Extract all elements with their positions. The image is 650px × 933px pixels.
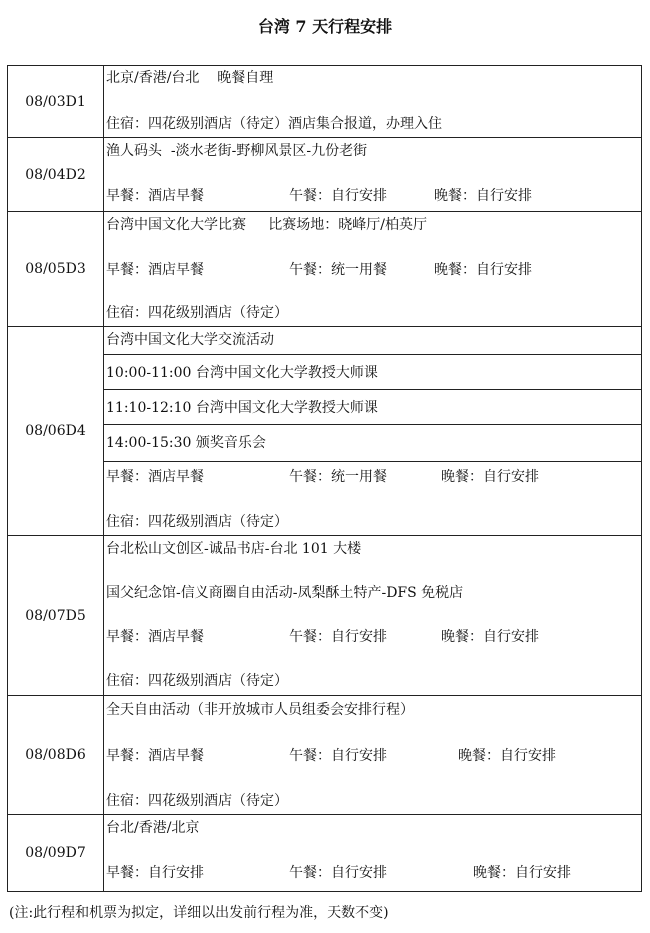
day-code: D1 <box>65 93 86 110</box>
day-row-d6 <box>8 695 641 814</box>
day-row-d2 <box>8 137 641 211</box>
dinner: 晚餐：自行安排 <box>434 262 532 278</box>
date-cell <box>8 696 104 814</box>
date: 08/09 <box>25 845 66 861</box>
lodging-line: 住宿：四花级别酒店（待定） <box>106 514 288 530</box>
lunch: 午餐：自行安排 <box>289 865 387 881</box>
breakfast: 早餐：酒店早餐 <box>106 748 204 764</box>
lunch: 午餐：自行安排 <box>289 629 387 645</box>
date-cell <box>8 138 104 211</box>
route-line: 台北/香港/北京 <box>106 820 200 836</box>
breakfast: 早餐：酒店早餐 <box>106 629 204 645</box>
date: 08/04 <box>25 166 66 183</box>
route-line: 全天自由活动（非开放城市人员组委会安排行程） <box>106 702 414 718</box>
date-cell <box>8 815 104 891</box>
lunch: 午餐：统一用餐 <box>289 469 387 485</box>
route-line: 台湾中国文化大学比赛 比赛场地：晓峰厅/柏英厅 <box>106 217 427 233</box>
itinerary-table <box>7 65 642 892</box>
row-divider <box>103 424 641 425</box>
page-title: 台湾 7 天行程安排 <box>257 17 393 36</box>
lunch: 午餐：统一用餐 <box>289 262 387 278</box>
day-row-d1 <box>8 66 641 137</box>
row-divider <box>103 389 641 390</box>
date-cell <box>8 327 104 535</box>
day-code: D3 <box>65 261 86 277</box>
dinner: 晚餐：自行安排 <box>473 865 571 881</box>
row-divider <box>103 461 641 462</box>
day-code: D5 <box>65 607 86 624</box>
breakfast: 早餐：酒店早餐 <box>106 188 204 204</box>
day-code: D7 <box>65 845 86 861</box>
breakfast: 早餐：自行安排 <box>106 865 204 881</box>
date: 08/05 <box>25 261 66 277</box>
day-row-d5 <box>8 535 641 695</box>
date-cell <box>8 212 104 326</box>
footnote: (注:此行程和机票为拟定，详细以出发前行程为准，天数不变) <box>9 905 389 921</box>
day-code: D6 <box>65 747 86 763</box>
day-row-d4 <box>8 326 641 535</box>
lodging-line: 住宿：四花级别酒店（待定） <box>106 305 288 321</box>
dinner: 晚餐：自行安排 <box>458 748 556 764</box>
breakfast: 早餐：酒店早餐 <box>106 262 204 278</box>
route-line: 台北松山文创区-诚品书店-台北 101 大楼 <box>106 541 362 557</box>
date: 08/06 <box>25 423 66 439</box>
lunch: 午餐：自行安排 <box>289 188 387 204</box>
lodging-line: 住宿：四花级别酒店（待定） <box>106 793 288 809</box>
activity-line: 10:00-11:00 台湾中国文化大学教授大师课 <box>106 365 378 381</box>
day-row-d7 <box>8 814 641 891</box>
dinner: 晚餐：自行安排 <box>441 469 539 485</box>
row-divider <box>103 354 641 355</box>
date-cell <box>8 66 104 137</box>
lunch: 午餐：自行安排 <box>289 748 387 764</box>
lodging-line: 住宿：四花级别酒店（待定）酒店集合报道，办理入住 <box>106 116 442 132</box>
activity-line: 11:10-12:10 台湾中国文化大学教授大师课 <box>106 400 378 416</box>
dinner: 晚餐：自行安排 <box>441 629 539 645</box>
breakfast: 早餐：酒店早餐 <box>106 469 204 485</box>
date-cell <box>8 536 104 695</box>
lodging-line: 住宿：四花级别酒店（待定） <box>106 673 288 689</box>
route-line-2: 国父纪念馆-信义商圈自由活动-凤梨酥土特产-DFS 免税店 <box>106 585 464 601</box>
date: 08/07 <box>25 607 66 624</box>
date: 08/03 <box>25 93 66 110</box>
day-code: D4 <box>65 423 86 439</box>
route-line: 北京/香港/台北 晚餐自理 <box>106 70 274 86</box>
activity-line: 14:00-15:30 颁奖音乐会 <box>106 435 266 451</box>
date: 08/08 <box>25 747 66 763</box>
dinner: 晚餐：自行安排 <box>434 188 532 204</box>
activity-line: 台湾中国文化大学交流活动 <box>106 332 274 348</box>
route-line: 渔人码头 -淡水老街-野柳风景区-九份老街 <box>106 143 368 159</box>
day-row-d3 <box>8 211 641 326</box>
day-code: D2 <box>65 166 86 183</box>
